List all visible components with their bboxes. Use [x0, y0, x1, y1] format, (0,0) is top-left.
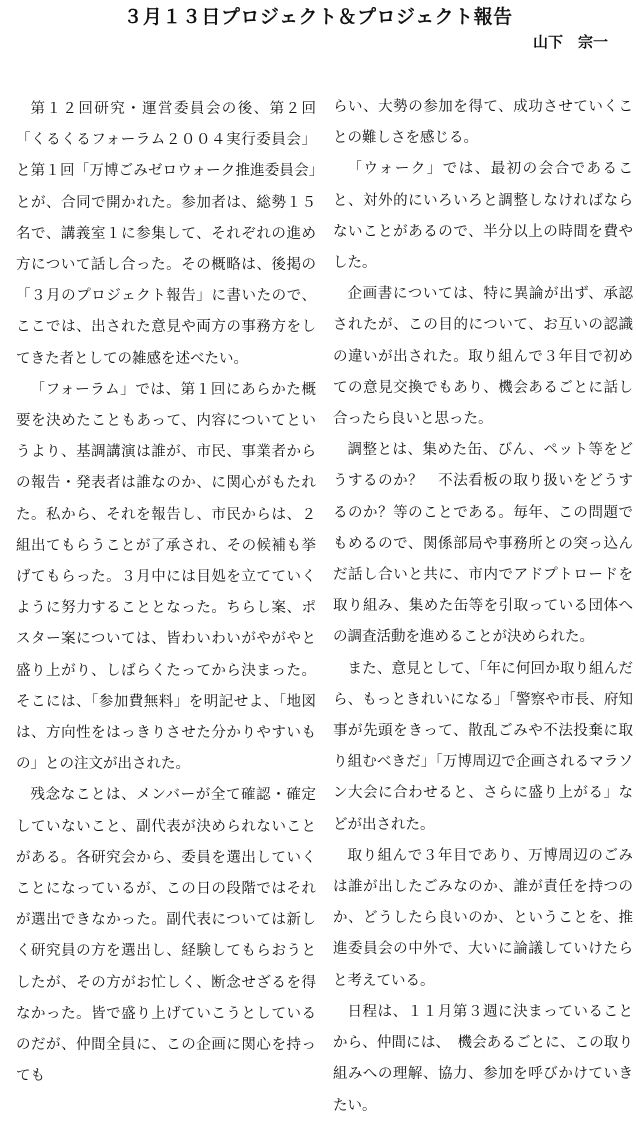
paragraph: 残念なことは、メンバーが全て確認・確定していないこと、副代表が決められないことがある。各研究会から、委員を選出していくことになっているが、この日の段階ではそれが選出できなかった。副代表については新しく研究員の方を選出し、経験してもらおうとしたが、その方がお忙しく、断念せざるを得なかった。皆で盛り上げていこうとしているのだが、仲間全員に、この企画に関心を持っても: [16, 787, 316, 1085]
paragraph: 調整とは、集めた缶、びん、ペット等をどうするのか？ 不法看板の取り扱いをどうするのか？等のことである。毎年、この問題でもめるので、関係部局や事務所との突っ込んだ話し合いと共に、市内でアドプトロードを取り組み、集めた缶等を引取っている団体への調査活動を進めることが決められた。: [333, 442, 633, 646]
paragraph: 日程は、１１月第３週に決まっていることから、仲間には、 機会あるごとに、この取り組みへの理解、協力、参加を呼びかけていきたい。: [333, 1003, 633, 1114]
paragraph: また、意見として、「年に何回か取り組んだら、もっときれいになる」「警察や市長、府知事が先頭をきって、散乱ごみや不法投棄に取り組むべきだ」「万博周辺で企画されるマラソン大会に合わせると、さらに盛り上がる」などが出された。: [333, 660, 633, 833]
paragraph: 「フォーラム」では、第１回にあらかた概要を決めたこともあって、内容についてというより、基調講演は誰が、市民、事業者からの報告・発表者は誰なのか、に関心がもたれた。私から、それを報告し、市民からは、２組出てもらうことが了承され、その候補も挙げてもらった。３月中には目処を立てていくように努力することとなった。ちらし案、ポスター案については、皆わいわいがやがやと盛り上がり、しばらくたってから決まった。そこには、「参加費無料」を明記せよ、「地図は、方向性をはっきりさせた分かりやすいもの」との注文が出された。: [16, 381, 316, 773]
author-name: 山下 宗一: [532, 33, 608, 51]
left-column: [16, 94, 316, 1093]
paragraph: 取り組んで３年目であり、万博周辺のごみは誰が出したごみなのか、誰が責任を持つのか、どうしたら良いのか、ということを、推進委員会の中外で、大いに論議していけたらと考えている。: [333, 847, 633, 989]
right-column: [333, 92, 633, 1122]
paragraph: 第１２回研究・運営委員会の後、第２回「くるくるフォーラム２００４実行委員会」と第１回「万博ごみゼロウォーク推進委員会」とが、合同で開かれた。参加者は、総勢１５名で、講義室１に参集して、それぞれの進め方について話し合った。その概略は、後掲の「３月のプロジェクト報告」に書いたので、ここでは、出された意見や両方の事務方をしてきた者としての雑感を述べたい。: [16, 101, 316, 367]
document-title: ３月１３日プロジェクト＆プロジェクト報告: [123, 6, 513, 28]
paragraph-continuation: らい、大勢の参加を得て、成功させていくことの難しさを感じる。: [333, 99, 633, 147]
paragraph: 企画書については、特に異論が出ず、承認されたが、この目的について、お互いの認識の違いが出された。取り組んで３年目で初めての意見交換でもあり、機会あるごとに話し合ったら良いと思った。: [333, 286, 633, 428]
paragraph: 「ウォーク」では、最初の会合であること、対外的にいろいろと調整しなければならないことがあるので、半分以上の時間を費やした。: [333, 161, 633, 272]
